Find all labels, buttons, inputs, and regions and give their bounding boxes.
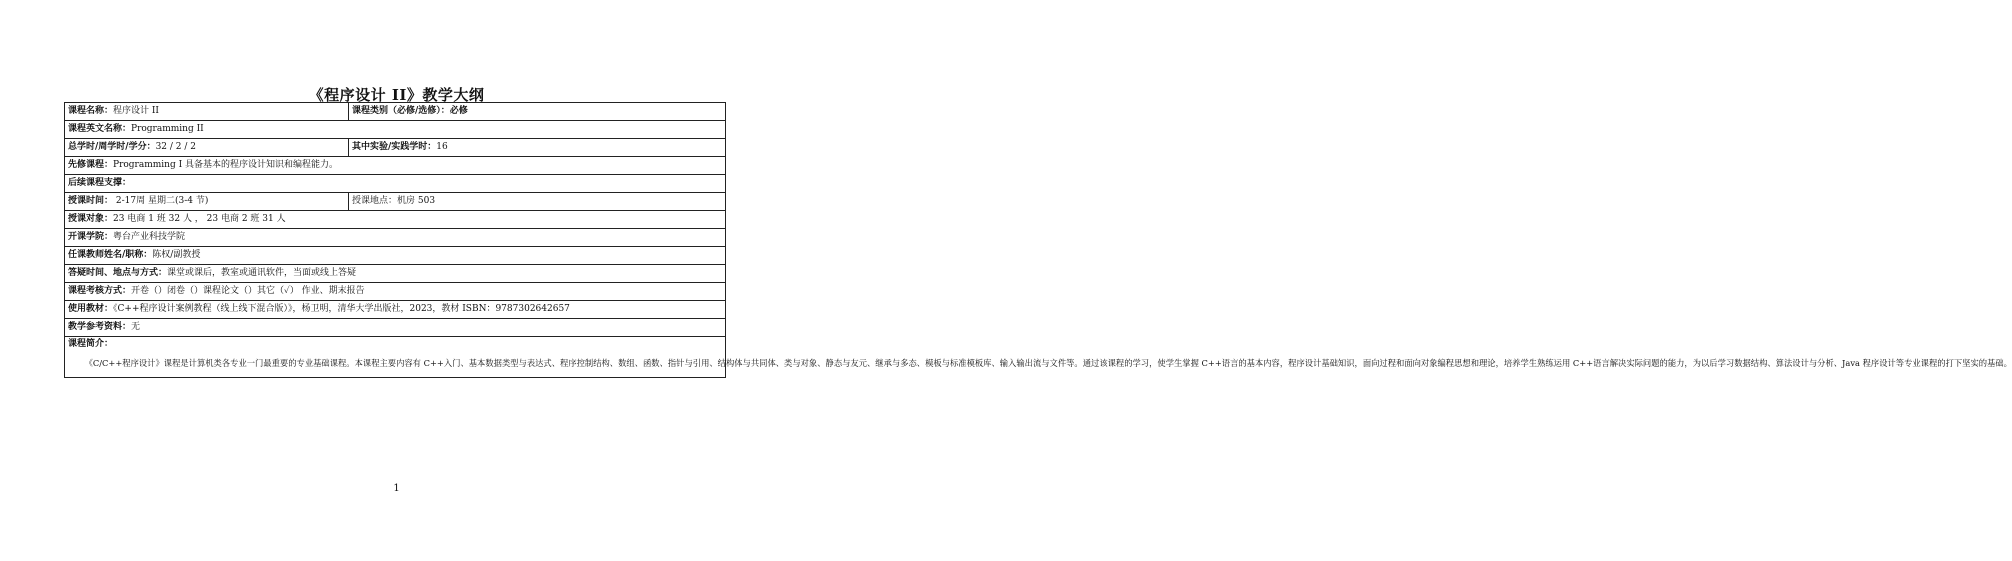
follow-cell [65,175,726,193]
intro-text: 《C/C++程序设计》课程是计算机类各专业一门最重要的专业基础课程。本课程主要内容有 C++入门、基本数据类型与表达式、程序控制结构、数组、函数、指针与引用、结构体与共同体、类与对象、静态与友元、继承与多态、模板与标准模板库、输入输出流与文件等。通过该课程的学习，使学生掌握 C++语言的基本内容，程序设计基础知识，面向过程和面向对象编程思想和理论，培养学生熟练运用 C++语言解决实际问题的能力，为以后学习数据结构、算法设计与分析、Java 程序设计等专业课程的打下坚实的基础。 [84,358,2012,368]
english-name-cell [65,121,726,139]
hours-cell [65,139,349,157]
course-name-cell [65,103,349,121]
audience-label: 授课对象： [68,214,114,224]
table-row [65,139,726,157]
textbook-cell [65,301,726,319]
textbook-label: 使用教材： [68,304,114,314]
place-label: 授课地点： [352,196,398,206]
table-row [65,247,726,265]
audience-value: 23 电商 1 班 32 人 ， 23 电商 2 班 31 人 [113,214,286,224]
course-name-label: 课程名称： [68,106,114,116]
prereq-value: Programming I 具备基本的程序设计知识和编程能力。 [113,160,339,170]
college-cell [65,229,726,247]
table-row [65,193,726,211]
audience-cell [65,211,726,229]
table-row [65,283,726,301]
table-row [65,103,726,121]
time-label: 授课时间： [68,196,114,206]
reference-label: 教学参考资料： [68,322,132,332]
college-label: 开课学院： [68,232,114,242]
table-row [65,175,726,193]
prereq-cell [65,157,726,175]
english-name-value: Programming II [131,124,204,134]
table-row [65,229,726,247]
textbook-value: 《C++程序设计案例教程（线上线下混合版）》，杨卫明，清华大学出版社，2023，教材 ISBN：9787302642657 [113,304,570,314]
exam-value: 开卷（）闭卷（）课程论文（）其它（✓） 作业、期末报告 [131,286,365,296]
course-type-value: 必修 [449,106,468,116]
table-row [65,265,726,283]
exam-label: 课程考核方式： [68,286,132,296]
course-type-cell [349,103,726,121]
table-row [65,157,726,175]
table-row [65,211,726,229]
qa-value: 课堂或课后，教室或通讯软件，当面或线上答疑 [167,268,357,278]
place-value: 机房 503 [397,196,436,206]
time-value: 2-17周 星期二(3-4 节) [113,196,209,206]
table-row [65,337,726,378]
page-number: 1 [393,483,400,494]
lab-hours-label: 其中实验/实践学时： [352,142,437,152]
table-row [65,121,726,139]
teacher-value: 陈权/副教授 [152,250,201,260]
table-row [65,301,726,319]
intro-cell [65,337,2012,378]
teacher-cell [65,247,726,265]
qa-cell [65,265,726,283]
prereq-label: 先修课程： [68,160,114,170]
lab-hours-value: 16 [436,142,448,152]
time-cell [65,193,349,211]
syllabus-table [64,102,2012,378]
english-name-label: 课程英文名称： [68,124,132,134]
teacher-label: 任课教师姓名/职称： [68,250,153,260]
place-cell [349,193,726,211]
course-name-value: 程序设计 II [113,106,159,116]
document-title: 《程序设计 II》教学大纲 [308,86,485,104]
college-value: 粤台产业科技学院 [113,232,186,242]
table-row [65,319,726,337]
hours-label: 总学时/周学时/学分： [68,142,156,152]
qa-label: 答疑时间、地点与方式： [68,268,168,278]
reference-cell [65,319,726,337]
hours-value: 32 / 2 / 2 [155,142,196,152]
exam-cell [65,283,726,301]
lab-hours-cell [349,139,726,157]
intro-label: 课程简介： [68,339,114,349]
course-type-label: 课程类别（必修/选修）： [352,106,450,116]
reference-value: 无 [131,322,141,332]
follow-label: 后续课程支撑： [68,178,132,188]
